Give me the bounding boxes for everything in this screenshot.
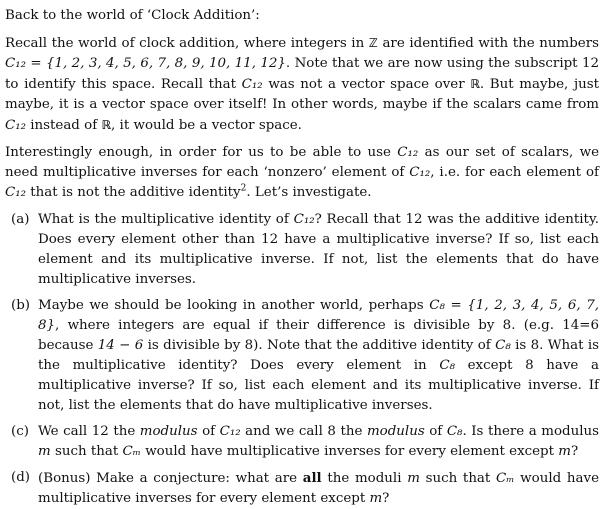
question-label: (b) bbox=[11, 298, 31, 313]
question-label: (c) bbox=[11, 424, 29, 439]
intro-paragraph-1: Recall the world of clock addition, where integers in ℤ are identified with the numbers C₁₂ = {1, 2, 3, 4, 5, 6, 7, 8, 9, 10, 11, 12}. Note that we are now using the subscript 12 to identify this space. Recall that C₁₂ was not a vector space over ℝ. But maybe, just maybe, it is a vector space over itself! In other words, maybe if the scalars came from C₁₂ instead of ℝ, it would be a vector space. bbox=[5, 36, 600, 133]
reals-symbol: ℝ bbox=[470, 77, 480, 91]
intro-paragraph-2: Interestingly enough, in order for us to be able to use C₁₂ as our set of scalars, we need multiplicative inverses for each ‘nonzero’ element of C₁₂, i.e. for each element of C₁₂ that is not the additive identity$^2$. Let’s investigate. bbox=[5, 145, 599, 200]
question-d: (d) (Bonus) Make a conjecture: what are all the moduli m such that Cₘ would have multiplicative inverses for every element except m? bbox=[11, 470, 599, 506]
question-list bbox=[5, 210, 599, 509]
question-c: (c) We call 12 the modulus of C₁₂ and we call 8 the modulus of C₈. Is there a modulus m such that Cₘ would have multiplicative inverses for every element except m? bbox=[11, 424, 600, 459]
section-heading: Back to the world of ‘Clock Addition’: bbox=[5, 8, 260, 23]
question-a: (a) What is the multiplicative identity of C₁₂? Recall that 12 was the additive identity. Does every element other than 12 have a multiplicative inverse? If so, list each element and its multiplicative inverse. If not, list the elements that do have multiplicative inverses. bbox=[11, 212, 599, 287]
integers-symbol: ℤ bbox=[368, 36, 378, 50]
question-label: (d) bbox=[11, 470, 31, 485]
question-b: (b) Maybe we should be looking in another world, perhaps C₈ = {1, 2, 3, 4, 5, 6, 7, 8}, where integers are equal if their difference is divisible by 8. (e.g. 14=6 because 14 − 6 is divisible by 8). Note that the additive identity of C₈ is 8. What is the multiplicative identity? Does every element in C₈ except 8 have a multiplicative inverse? If so, list each element and its multiplicative inverse. If not, list the elements that do have multiplicative inverses. bbox=[11, 298, 599, 413]
question-label: (a) bbox=[11, 212, 30, 227]
c8-definition: C₈ = {1, 2, 3, 4, 5, 6, 7, 8} bbox=[38, 298, 599, 333]
c12-definition: C₁₂ = {1, 2, 3, 4, 5, 6, 7, 8, 9, 10, 11, 12} bbox=[5, 56, 286, 71]
footnote-marker: 2 bbox=[240, 183, 247, 194]
